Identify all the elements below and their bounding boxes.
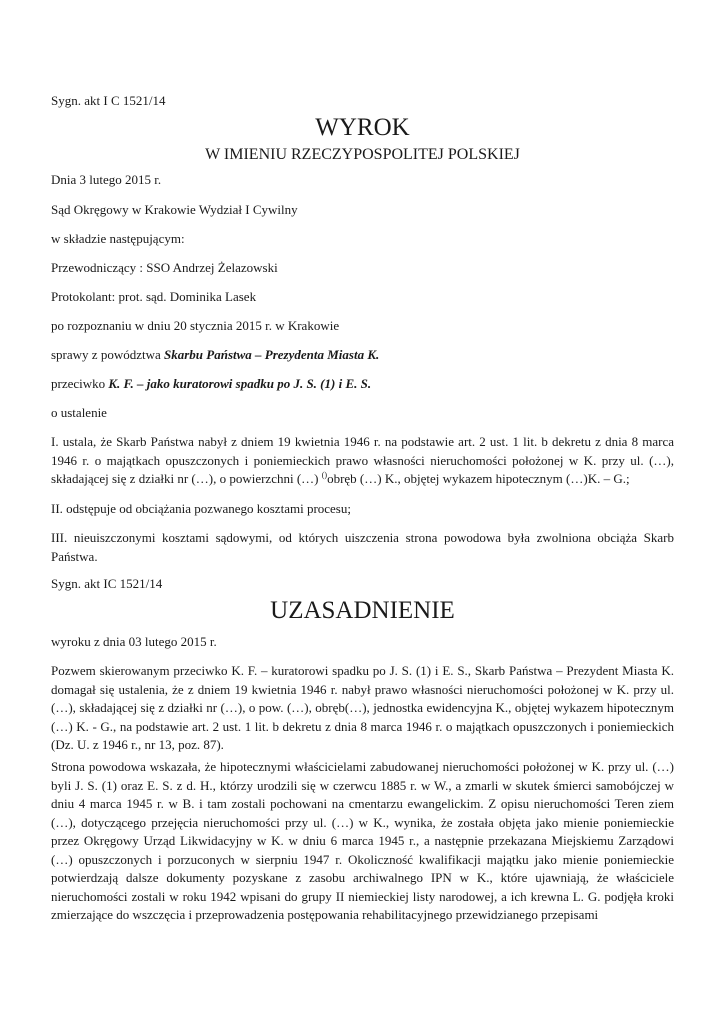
justification-title: UZASADNIENIE bbox=[270, 597, 455, 624]
presiding-judge: Przewodniczący : SSO Andrzej Żelazowski bbox=[51, 260, 278, 275]
judgment-subtitle: W IMIENIU RZECZYPOSPOLITEJ POLSKIEJ bbox=[205, 146, 520, 163]
justification-signature: Sygn. akt IC 1521/14 bbox=[51, 576, 163, 591]
justification-paragraph-1: Pozwem skierowanym przeciwko K. F. – kuratorowi spadku po J. S. (1) i E. S., Skarb Państwa – Prezydent Miasta K. domagał się ustalenia, że z dniem 19 kwietnia 1946 r. nabył prawo własności nieruchomości położonej w K. przy ul. (…), składającej się z działki nr (…), o pow. (…), obręb(…), jednostka ewidencyjna K., objętej wykazem hipotecznym (…) K. - G., na podstawie art. 2 ust. 1 lit. b dekretu z dnia 8 marca 1946 r. o majątkach opuszczonych i poniemieckich (Dz. U. z 1946 r., nr 13, poz. 87). bbox=[51, 663, 674, 752]
justification-intro: wyroku z dnia 03 lutego 2015 r. bbox=[51, 634, 217, 649]
case-plaintiff-prefix: sprawy z powództwa bbox=[51, 347, 164, 362]
case-plaintiff: Skarbu Państwa – Prezydenta Miasta K. bbox=[164, 347, 380, 362]
court-composition: w składzie następującym: bbox=[51, 231, 185, 246]
case-defendant-prefix: przeciwko bbox=[51, 376, 109, 391]
footnote-mark: () bbox=[321, 470, 328, 480]
ruling-point-2: II. odstępuje od obciążania pozwanego kosztami procesu; bbox=[51, 501, 351, 516]
court-name: Sąd Okręgowy w Krakowie Wydział I Cywilny bbox=[51, 202, 298, 217]
court-clerk: Protokolant: prot. sąd. Dominika Lasek bbox=[51, 289, 257, 304]
justification-paragraph-2: Strona powodowa wskazała, że hipotecznymi właścicielami zabudowanej nieruchomości położonej w K. przy ul. (…) byli J. S. (1) oraz E. S. z d. H., którzy urodzili się w czerwcu 1885 r. w W., a zmarli w skutek śmierci samobójczej w dniu 4 marca 1945 r. w B. i tam zostali pochowani na cmentarzu ewangelickim. Z opisu nieruchomości Teren ziem (…), dotyczącego przejęcia nieruchomości przy ul. (…) w K., wynika, że została objęta jako mienie poniemieckie przez Okręgowy Urząd Likwidacyjny w K. w dniu 6 marca 1945 r., a następnie przekazana Miejskiemu Zarządowi (…) opuszczonych i porzuconych w sierpniu 1947 r. Okoliczność kwalifikacji majątku jako mienie poniemieckie potwierdzają dalsze dokumenty pozyskane z zasobu archiwalnego IPN w K., które ujawniają, że właściciele nieruchomości zostali w roku 1942 wpisani do grupy II niemieckiej listy narodowej, a ich krewna L. G. podjęła kroki zmierzające do wszczęcia i przeprowadzenia postępowania rehabilitacyjnego przewidzianego przepisami bbox=[51, 759, 674, 922]
case-subject: o ustalenie bbox=[51, 405, 107, 420]
case-plaintiff-line bbox=[51, 346, 379, 364]
ruling-point-1 bbox=[51, 433, 674, 489]
ruling-point-1-text-end: obręb (…) K., objętej wykazem hipotecznym (…)K. – G.; bbox=[327, 471, 630, 486]
judgment-date: Dnia 3 lutego 2015 r. bbox=[51, 172, 162, 187]
hearing-info: po rozpoznaniu w dniu 20 stycznia 2015 r. w Krakowie bbox=[51, 318, 340, 333]
ruling-point-1-text: I. ustala, że Skarb Państwa nabył z dniem 19 kwietnia 1946 r. na podstawie art. 2 ust. 1 lit. b dekretu z dnia 8 marca 1946 r. o majątkach opuszczonych i poniemieckich prawo własności nieruchomości położonej w K. przy ul. (…), składającej się z działki nr (…), o powierzchni (…) bbox=[51, 434, 674, 486]
case-defendant: K. F. – jako kuratorowi spadku po J. S. (1) i E. S. bbox=[108, 376, 372, 391]
case-defendant-line bbox=[51, 375, 371, 393]
case-signature: Sygn. akt I C 1521/14 bbox=[51, 93, 166, 108]
ruling-point-3: III. nieuiszczonymi kosztami sądowymi, od których uiszczenia strona powodowa była zwolniona obciąża Skarb Państwa. bbox=[51, 530, 674, 564]
judgment-title: WYROK bbox=[315, 114, 410, 141]
